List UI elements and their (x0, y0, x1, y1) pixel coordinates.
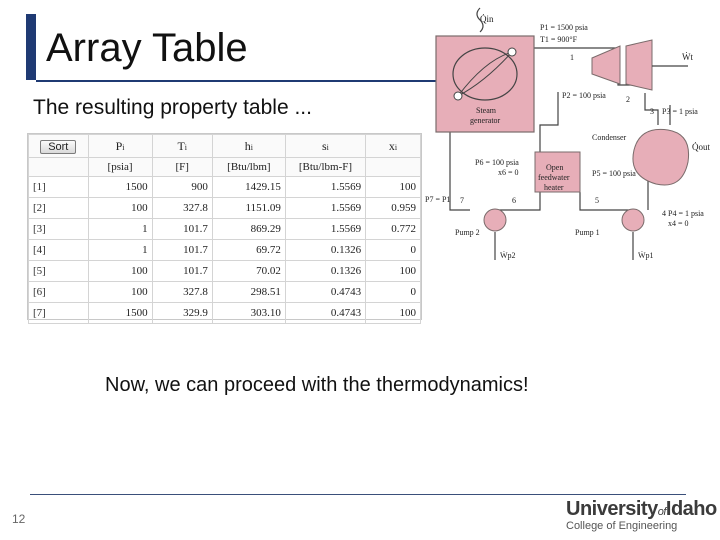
condenser-label: Condenser (592, 133, 627, 142)
cell-p[interactable]: 1500 (88, 303, 152, 324)
pump1-work-label: Ẇp1 (638, 251, 654, 260)
low-pressure-turbine (626, 40, 652, 90)
pump2-label: Pump 2 (455, 228, 480, 237)
cell-t[interactable]: 900 (152, 177, 212, 198)
steam-generator-label-2: generator (470, 116, 501, 125)
cell-x[interactable]: 0 (366, 240, 421, 261)
cell-t[interactable]: 329.9 (152, 303, 212, 324)
fwh-label-3: heater (544, 183, 564, 192)
table-row (29, 303, 421, 324)
cell-h[interactable]: 70.02 (212, 261, 285, 282)
logo-word-university: University (566, 498, 658, 520)
cell-x[interactable]: 100 (366, 261, 421, 282)
logo-word-of: of (657, 506, 666, 518)
cell-t[interactable]: 101.7 (152, 219, 212, 240)
state1-pressure: P1 = 1500 psia (540, 23, 588, 32)
state3-pressure: P3 = 1 psia (662, 107, 698, 116)
state2-pressure: P2 = 100 psia (562, 91, 606, 100)
row-label: [7] (29, 303, 89, 324)
cell-p[interactable]: 1 (88, 240, 152, 261)
cell-t[interactable]: 327.8 (152, 282, 212, 303)
row-label: [6] (29, 282, 89, 303)
q-in-label: Q̇in (480, 14, 494, 24)
steam-generator-inlet (454, 92, 462, 100)
steam-generator-label-1: Steam (476, 106, 496, 115)
row-label: [2] (29, 198, 89, 219)
state6-pressure: P6 = 100 psia (475, 158, 519, 167)
cell-h[interactable]: 869.29 (212, 219, 285, 240)
cell-h[interactable]: 1429.15 (212, 177, 285, 198)
cell-s[interactable]: 1.5569 (285, 219, 365, 240)
property-table-grid (28, 134, 421, 324)
page-number: 12 (12, 512, 26, 526)
slide-subtitle: The resulting property table ... (33, 96, 312, 119)
table-row (29, 198, 421, 219)
title-accent-bar (26, 14, 36, 80)
table-row (29, 240, 421, 261)
state-number-3: 3 (650, 107, 654, 116)
rankine-cycle-schematic (420, 0, 720, 270)
slide-title: Array Table (46, 26, 248, 70)
steam-generator-outlet (508, 48, 516, 56)
table-header-row (29, 135, 421, 158)
unit-s: [Btu/lbm-F] (285, 158, 365, 177)
cell-t[interactable]: 101.7 (152, 240, 212, 261)
cell-x[interactable]: 100 (366, 177, 421, 198)
cell-s[interactable]: 0.1326 (285, 261, 365, 282)
cell-s[interactable]: 1.5569 (285, 198, 365, 219)
cell-p[interactable]: 1500 (88, 177, 152, 198)
unit-t: [F] (152, 158, 212, 177)
table-row (29, 219, 421, 240)
column-header-s[interactable]: si (285, 135, 365, 158)
cell-s[interactable]: 0.4743 (285, 282, 365, 303)
row-label: [4] (29, 240, 89, 261)
logo-word-idaho: Idaho (665, 498, 717, 520)
cell-x[interactable]: 0.772 (366, 219, 421, 240)
condenser (633, 129, 689, 185)
cell-p[interactable]: 100 (88, 282, 152, 303)
state-number-5: 5 (595, 196, 599, 205)
cell-s[interactable]: 0.1326 (285, 240, 365, 261)
table-row (29, 282, 421, 303)
state-number-1: 1 (570, 53, 574, 62)
state-number-7: 7 (460, 196, 464, 205)
cell-p[interactable]: 1 (88, 219, 152, 240)
state4-pressure: P4 = 1 psia (668, 209, 704, 218)
state4-quality: x4 = 0 (668, 219, 689, 228)
unit-p: [psia] (88, 158, 152, 177)
cell-p[interactable]: 100 (88, 198, 152, 219)
column-header-h[interactable]: hi (212, 135, 285, 158)
pump-1 (622, 209, 644, 231)
state7-pressure: P7 = P1 (425, 195, 451, 204)
university-logo (566, 498, 717, 521)
closing-statement: Now, we can proceed with the thermodynamics! (105, 374, 529, 396)
unit-h: [Btu/lbm] (212, 158, 285, 177)
cell-t[interactable]: 327.8 (152, 198, 212, 219)
property-table (27, 133, 422, 320)
column-header-t[interactable]: Ti (152, 135, 212, 158)
cell-s[interactable]: 0.4743 (285, 303, 365, 324)
row-label: [3] (29, 219, 89, 240)
title-underline (36, 80, 456, 82)
column-header-p[interactable]: Pi (88, 135, 152, 158)
cell-p[interactable]: 100 (88, 261, 152, 282)
state1-temperature: T1 = 900°F (540, 35, 578, 44)
fwh-label-1: Open (546, 163, 564, 172)
units-blank (29, 158, 89, 177)
sort-button[interactable]: Sort (40, 140, 76, 154)
sort-cell (29, 135, 89, 158)
footer-rule (30, 494, 686, 495)
row-label: [1] (29, 177, 89, 198)
cell-s[interactable]: 1.5569 (285, 177, 365, 198)
cell-x[interactable]: 0 (366, 282, 421, 303)
table-units-row (29, 158, 421, 177)
turbine-work-label: Ẇt (682, 52, 693, 62)
pump2-work-label: Ẇp2 (500, 251, 516, 260)
pump-2 (484, 209, 506, 231)
row-label: [5] (29, 261, 89, 282)
state-number-2: 2 (626, 95, 630, 104)
column-header-x[interactable]: xi (366, 135, 421, 158)
table-row (29, 261, 421, 282)
state5-pressure: P5 = 100 psia (592, 169, 636, 178)
cell-h[interactable]: 1151.09 (212, 198, 285, 219)
cell-h[interactable]: 298.51 (212, 282, 285, 303)
state6-quality: x6 = 0 (498, 168, 519, 177)
cell-h[interactable]: 303.10 (212, 303, 285, 324)
table-row (29, 177, 421, 198)
cell-x[interactable]: 100 (366, 303, 421, 324)
state-number-4: 4 (662, 209, 666, 218)
cell-x[interactable]: 0.959 (366, 198, 421, 219)
state-number-6: 6 (512, 196, 516, 205)
unit-x (366, 158, 421, 177)
q-out-label: Q̇out (692, 142, 710, 152)
fwh-label-2: feedwater (538, 173, 570, 182)
high-pressure-turbine (592, 46, 620, 84)
cell-h[interactable]: 69.72 (212, 240, 285, 261)
college-name: College of Engineering (566, 520, 678, 532)
cell-t[interactable]: 101.7 (152, 261, 212, 282)
pump1-label: Pump 1 (575, 228, 600, 237)
